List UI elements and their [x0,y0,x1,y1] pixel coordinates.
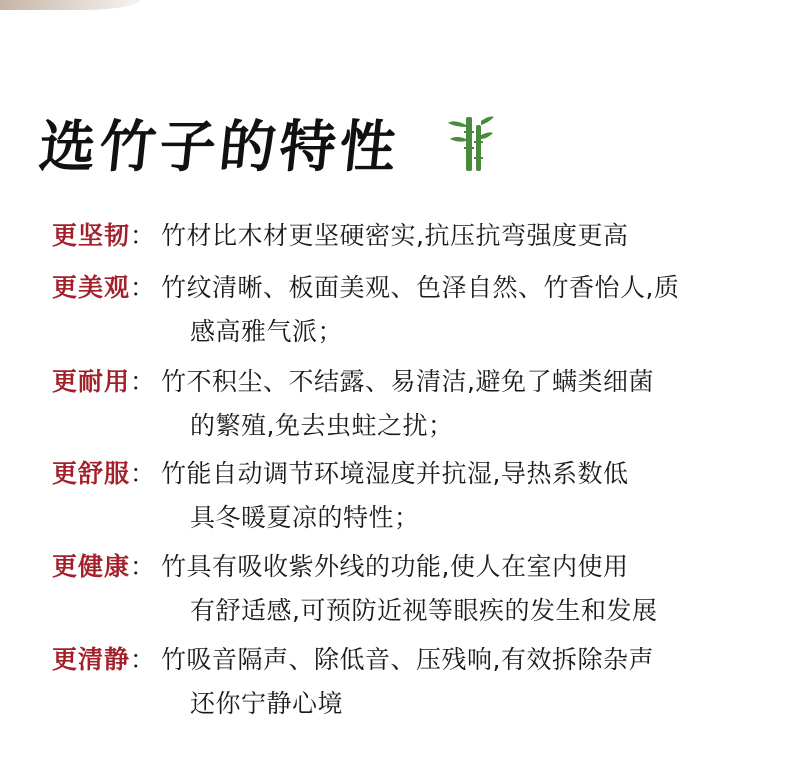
feature-description-continued: 还你宁静心境 [190,689,344,718]
feature-item-quiet [52,638,752,726]
feature-colon: ： [130,221,156,250]
title-row [36,108,494,180]
feature-colon: ： [130,459,156,488]
feature-description: 竹能自动调节环境湿度并抗湿,导热系数低 [161,459,629,488]
feature-description: 竹吸音隔声、除低音、压残响,有效拆除杂声 [161,645,654,674]
feature-label: 更健康 [52,552,131,581]
feature-label: 更耐用 [52,367,131,396]
top-decorative-shadow [0,0,140,10]
feature-description: 竹不积尘、不结露、易清洁,避免了螨类细菌 [161,367,654,396]
feature-description: 竹纹清晰、板面美观、色泽自然、竹香怡人,质 [161,273,680,302]
feature-colon: ： [130,367,156,396]
feature-item-tough [52,214,752,258]
feature-description: 竹材比木材更坚硬密实,抗压抗弯强度更高 [161,221,629,250]
feature-item-comfortable [52,452,752,540]
feature-colon: ： [130,273,156,302]
feature-description: 竹具有吸收紫外线的功能,使人在室内使用 [161,552,629,581]
feature-colon: ： [130,552,156,581]
feature-label: 更舒服 [52,459,131,488]
feature-label: 更坚韧 [52,221,131,250]
feature-description-continued: 的繁殖,免去虫蛀之扰； [190,411,454,440]
feature-item-beautiful [52,266,752,354]
feature-item-durable [52,360,752,448]
bamboo-icon [446,113,494,173]
page-title: 选竹子的特性 [36,114,404,180]
feature-label: 更美观 [52,273,131,302]
feature-item-healthy [52,545,752,633]
feature-label: 更清静 [52,645,131,674]
feature-description-continued: 有舒适感,可预防近视等眼疾的发生和发展 [190,596,658,625]
feature-description-continued: 感高雅气派； [190,317,344,346]
feature-colon: ： [130,645,156,674]
feature-description-continued: 具冬暖夏凉的特性； [190,503,420,532]
